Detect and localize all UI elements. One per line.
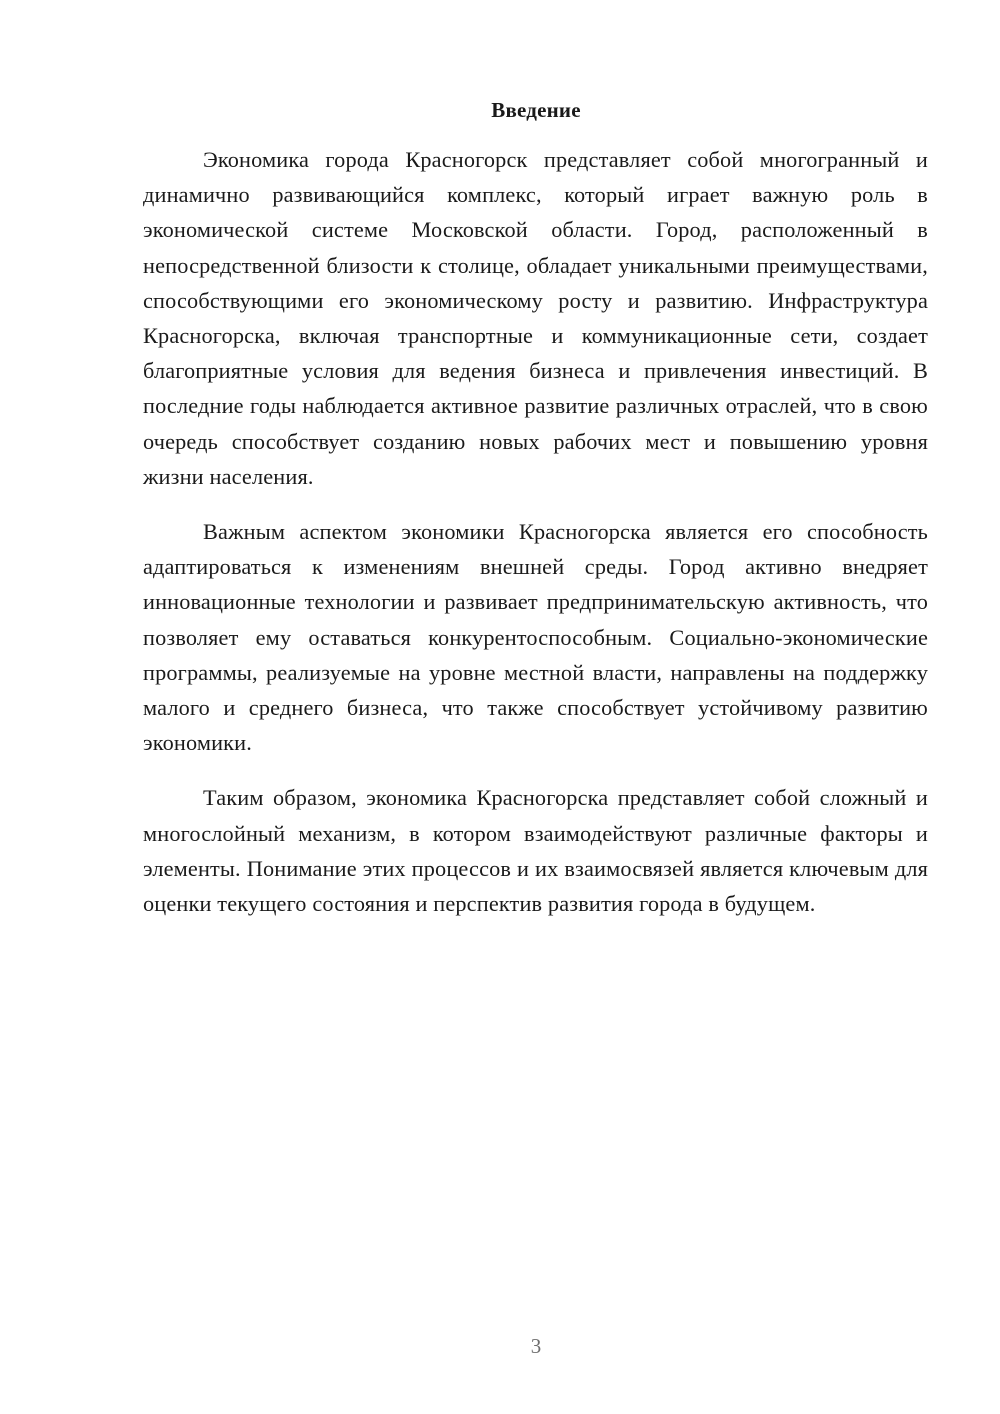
paragraph-3: Таким образом, экономика Красногорска представляет собой сложный и многослойный механизм, в котором взаимодействуют различные факторы и элементы. Понимание этих процессов и их взаимосвязей является ключевым для оценки текущего состояния и перспектив развития города в будущем. [143, 785, 928, 917]
body-text [143, 142, 928, 921]
paragraph-1: Экономика города Красногорск представляет собой многогранный и динамично развивающийся комплекс, который играет важную роль в экономической системе Московской области. Город, расположенный в непосредственной близости к столице, обладает уникальными преимуществами, способствующими его экономическому росту и развитию. Инфраструктура Красногорска, включая транспортные и коммуникационные сети, создает благоприятные условия для ведения бизнеса и привлечения инвестиций. В последние годы наблюдается активное развитие различных отраслей, что в свою очередь способствует созданию новых рабочих мест и повышению уровня жизни населения. [143, 147, 928, 489]
section-heading: Введение [491, 98, 581, 122]
paragraph-2: Важным аспектом экономики Красногорска является его способность адаптироваться к изменениям внешней среды. Город активно внедряет инновационные технологии и развивает предпринимательскую активность, что позволяет ему оставаться конкурентоспособным. Социально-экономические программы, реализуемые на уровне местной власти, направлены на поддержку малого и среднего бизнеса, что также способствует устойчивому развитию экономики. [143, 519, 928, 756]
page-number: 3 [530, 1334, 542, 1358]
